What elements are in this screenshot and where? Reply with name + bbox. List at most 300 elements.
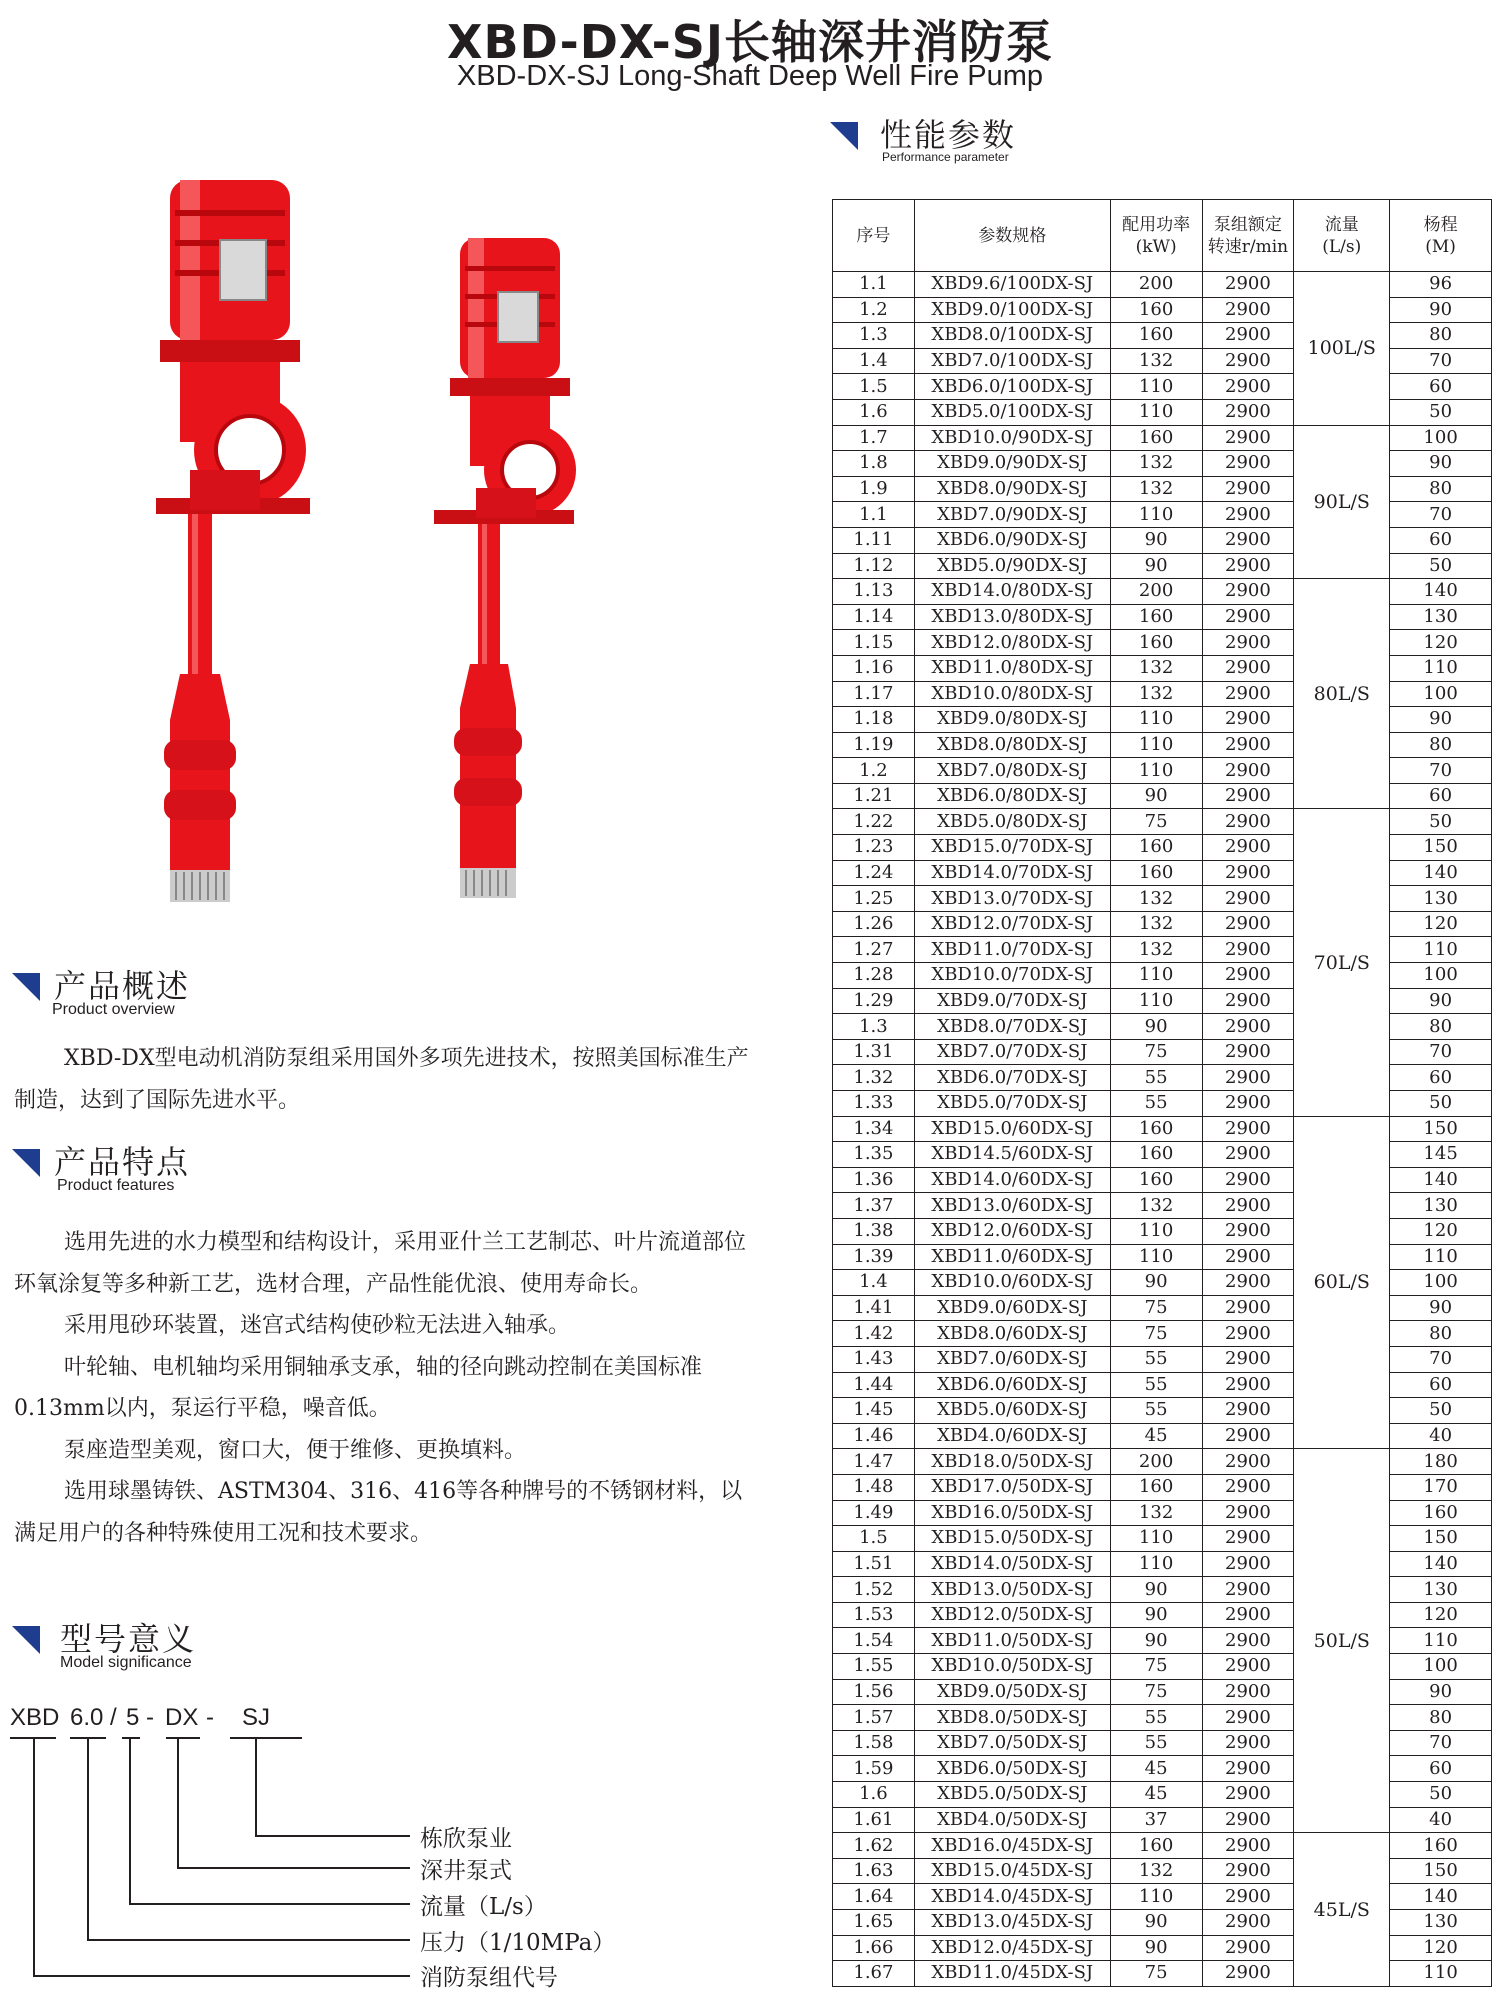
cell-model: XBD7.0/90DX-SJ [914,502,1110,528]
cell-model: XBD5.0/50DX-SJ [914,1782,1110,1808]
table-header-row [833,200,1492,272]
cell-speed: 2900 [1202,783,1294,809]
cell-speed: 2900 [1202,1961,1294,1987]
cell-power: 160 [1110,297,1202,323]
cell-speed: 2900 [1202,1065,1294,1091]
page-title: XBD-DX-SJ长轴深井消防泵 [447,15,1053,69]
cell-speed: 2900 [1202,1602,1294,1628]
cell-speed: 2900 [1202,1167,1294,1193]
cell-model: XBD8.0/100DX-SJ [914,323,1110,349]
cell-head: 130 [1390,886,1492,912]
cell-speed: 2900 [1202,886,1294,912]
cell-speed: 2900 [1202,1474,1294,1500]
cell-power: 75 [1110,1321,1202,1347]
cell-speed: 2900 [1202,1756,1294,1782]
table-row [833,297,1492,323]
cell-head: 110 [1390,1961,1492,1987]
cell-speed: 2900 [1202,911,1294,937]
cell-index: 1.31 [833,1039,915,1065]
cell-model: XBD10.0/50DX-SJ [914,1654,1110,1680]
cell-power: 110 [1110,399,1202,425]
cell-power: 110 [1110,1884,1202,1910]
cell-power: 132 [1110,476,1202,502]
table-row [833,1167,1492,1193]
cell-power: 160 [1110,1142,1202,1168]
model-heading: 型号意义 Model significance [12,1620,412,1680]
table-row [833,707,1492,733]
cell-index: 1.34 [833,1116,915,1142]
cell-model: XBD15.0/60DX-SJ [914,1116,1110,1142]
cell-power: 45 [1110,1756,1202,1782]
cell-index: 1.32 [833,1065,915,1091]
legend-item-flow: 流量（L/s） [420,1894,547,1920]
cell-model: XBD13.0/50DX-SJ [914,1577,1110,1603]
cell-index: 1.24 [833,860,915,886]
cell-power: 160 [1110,604,1202,630]
table-body [833,272,1492,1987]
cell-speed: 2900 [1202,1449,1294,1475]
cell-power: 90 [1110,553,1202,579]
cell-model: XBD11.0/45DX-SJ [914,1961,1110,1987]
cell-index: 1.15 [833,630,915,656]
cell-model: XBD10.0/70DX-SJ [914,963,1110,989]
cell-head: 110 [1390,1628,1492,1654]
table-row [833,1833,1492,1859]
cell-head: 120 [1390,1218,1492,1244]
cell-head: 130 [1390,1193,1492,1219]
cell-head: 120 [1390,1935,1492,1961]
table-row [833,1116,1492,1142]
cell-head: 90 [1390,707,1492,733]
table-row [833,451,1492,477]
cell-power: 110 [1110,988,1202,1014]
legend-item-pressure: 压力（1/10MPa） [420,1930,616,1956]
cell-head: 130 [1390,1910,1492,1936]
table-row [833,1474,1492,1500]
cell-power: 200 [1110,579,1202,605]
cell-head: 100 [1390,1270,1492,1296]
cell-model: XBD8.0/50DX-SJ [914,1705,1110,1731]
cell-model: XBD6.0/70DX-SJ [914,1065,1110,1091]
table-row [833,476,1492,502]
cell-speed: 2900 [1202,323,1294,349]
cell-index: 1.22 [833,809,915,835]
cell-head: 80 [1390,1705,1492,1731]
cell-speed: 2900 [1202,681,1294,707]
cell-speed: 2900 [1202,1551,1294,1577]
table-row [833,835,1492,861]
cell-head: 160 [1390,1833,1492,1859]
cell-speed: 2900 [1202,1270,1294,1296]
overview-heading: 产品概述 Product overview [12,967,412,1027]
cell-head: 90 [1390,451,1492,477]
cell-power: 90 [1110,1628,1202,1654]
table-row [833,1449,1492,1475]
table-row [833,681,1492,707]
table-row [833,1372,1492,1398]
model-code: XBD 6.0 / 5 - DX - SJ [10,1704,271,1731]
table-row [833,502,1492,528]
cell-index: 1.33 [833,1091,915,1117]
cell-head: 70 [1390,1346,1492,1372]
cell-model: XBD11.0/70DX-SJ [914,937,1110,963]
cell-head: 140 [1390,579,1492,605]
table-row [833,1500,1492,1526]
cell-head: 150 [1390,1116,1492,1142]
cell-speed: 2900 [1202,1116,1294,1142]
table-row [833,323,1492,349]
cell-model: XBD6.0/90DX-SJ [914,527,1110,553]
cell-index: 1.3 [833,1014,915,1040]
table-row [833,860,1492,886]
cell-head: 100 [1390,681,1492,707]
cell-index: 1.14 [833,604,915,630]
cell-model: XBD6.0/80DX-SJ [914,783,1110,809]
cell-model: XBD16.0/45DX-SJ [914,1833,1110,1859]
cell-power: 132 [1110,1500,1202,1526]
cell-index: 1.42 [833,1321,915,1347]
cell-model: XBD18.0/50DX-SJ [914,1449,1110,1475]
cell-index: 1.38 [833,1218,915,1244]
cell-model: XBD15.0/45DX-SJ [914,1858,1110,1884]
cell-head: 100 [1390,1654,1492,1680]
cell-head: 170 [1390,1474,1492,1500]
cell-model: XBD12.0/70DX-SJ [914,911,1110,937]
cell-index: 1.56 [833,1679,915,1705]
cell-speed: 2900 [1202,1884,1294,1910]
cell-speed: 2900 [1202,809,1294,835]
cell-index: 1.48 [833,1474,915,1500]
cell-index: 1.37 [833,1193,915,1219]
cell-index: 1.61 [833,1807,915,1833]
table-row [833,1142,1492,1168]
cell-speed: 2900 [1202,1372,1294,1398]
cell-index: 1.44 [833,1372,915,1398]
cell-index: 1.57 [833,1705,915,1731]
table-row [833,1782,1492,1808]
cell-index: 1.18 [833,707,915,733]
table-row [833,348,1492,374]
cell-speed: 2900 [1202,1705,1294,1731]
cell-speed: 2900 [1202,1091,1294,1117]
column-header: 参数规格 [914,200,1110,272]
cell-speed: 2900 [1202,1193,1294,1219]
cell-flow: 50L/S [1294,1449,1390,1833]
cell-speed: 2900 [1202,1346,1294,1372]
cell-index: 1.39 [833,1244,915,1270]
cell-head: 90 [1390,297,1492,323]
cell-head: 140 [1390,1551,1492,1577]
cell-power: 110 [1110,1218,1202,1244]
cell-power: 90 [1110,1014,1202,1040]
cell-power: 75 [1110,1654,1202,1680]
table-row [833,655,1492,681]
performance-table [832,199,1492,1987]
cell-power: 132 [1110,655,1202,681]
cell-head: 50 [1390,1782,1492,1808]
table-row [833,1526,1492,1552]
cell-head: 150 [1390,1526,1492,1552]
cell-speed: 2900 [1202,604,1294,630]
cell-power: 55 [1110,1705,1202,1731]
table-row [833,1756,1492,1782]
cell-index: 1.59 [833,1756,915,1782]
cell-index: 1.29 [833,988,915,1014]
cell-power: 55 [1110,1372,1202,1398]
cell-index: 1.11 [833,527,915,553]
cell-model: XBD14.0/80DX-SJ [914,579,1110,605]
table-row [833,1628,1492,1654]
cell-head: 90 [1390,1295,1492,1321]
column-header: 配用功率 (kW) [1110,200,1202,272]
cell-model: XBD10.0/80DX-SJ [914,681,1110,707]
cell-head: 50 [1390,1091,1492,1117]
table-row [833,1577,1492,1603]
cell-model: XBD8.0/80DX-SJ [914,732,1110,758]
table-row [833,1679,1492,1705]
cell-index: 1.4 [833,348,915,374]
cell-speed: 2900 [1202,1321,1294,1347]
cell-head: 140 [1390,1884,1492,1910]
cell-model: XBD5.0/90DX-SJ [914,553,1110,579]
table-row [833,1705,1492,1731]
cell-head: 40 [1390,1423,1492,1449]
cell-model: XBD14.5/60DX-SJ [914,1142,1110,1168]
table-row [833,399,1492,425]
triangle-icon [12,973,40,1001]
cell-head: 120 [1390,911,1492,937]
cell-index: 1.3 [833,323,915,349]
cell-power: 132 [1110,681,1202,707]
cell-index: 1.1 [833,272,915,298]
cell-flow: 80L/S [1294,579,1390,809]
table-row [833,1730,1492,1756]
legend-item-code: 消防泵组代号 [420,1965,558,1991]
table-row [833,1346,1492,1372]
cell-power: 55 [1110,1398,1202,1424]
cell-speed: 2900 [1202,860,1294,886]
cell-model: XBD15.0/70DX-SJ [914,835,1110,861]
table-row [833,1091,1492,1117]
cell-speed: 2900 [1202,476,1294,502]
cell-index: 1.17 [833,681,915,707]
cell-index: 1.1 [833,502,915,528]
cell-speed: 2900 [1202,1654,1294,1680]
cell-head: 110 [1390,1244,1492,1270]
cell-index: 1.8 [833,451,915,477]
cell-power: 160 [1110,630,1202,656]
cell-model: XBD8.0/60DX-SJ [914,1321,1110,1347]
cell-index: 1.35 [833,1142,915,1168]
cell-index: 1.12 [833,553,915,579]
cell-power: 55 [1110,1730,1202,1756]
cell-head: 60 [1390,527,1492,553]
cell-model: XBD13.0/45DX-SJ [914,1910,1110,1936]
cell-speed: 2900 [1202,758,1294,784]
cell-index: 1.54 [833,1628,915,1654]
cell-speed: 2900 [1202,1910,1294,1936]
cell-head: 40 [1390,1807,1492,1833]
cell-index: 1.63 [833,1858,915,1884]
cell-speed: 2900 [1202,1730,1294,1756]
cell-speed: 2900 [1202,272,1294,298]
cell-head: 110 [1390,937,1492,963]
cell-power: 160 [1110,835,1202,861]
cell-head: 90 [1390,1679,1492,1705]
cell-power: 37 [1110,1807,1202,1833]
table-row [833,1602,1492,1628]
cell-index: 1.2 [833,758,915,784]
table-row [833,732,1492,758]
cell-index: 1.13 [833,579,915,605]
cell-speed: 2900 [1202,1218,1294,1244]
table-row [833,1910,1492,1936]
cell-power: 110 [1110,707,1202,733]
cell-index: 1.16 [833,655,915,681]
cell-head: 80 [1390,1014,1492,1040]
cell-power: 110 [1110,502,1202,528]
cell-model: XBD15.0/50DX-SJ [914,1526,1110,1552]
cell-power: 90 [1110,1577,1202,1603]
cell-power: 55 [1110,1065,1202,1091]
cell-head: 50 [1390,1398,1492,1424]
cell-index: 1.5 [833,374,915,400]
cell-head: 70 [1390,1039,1492,1065]
cell-head: 145 [1390,1142,1492,1168]
overview-text: XBD-DX型电动机消防泵组采用国外多项先进技术，按照美国标准生产制造，达到了国际先进水平。 [14,1046,749,1113]
table-row [833,886,1492,912]
cell-model: XBD12.0/50DX-SJ [914,1602,1110,1628]
cell-speed: 2900 [1202,1679,1294,1705]
cell-head: 140 [1390,1167,1492,1193]
cell-power: 75 [1110,809,1202,835]
cell-power: 200 [1110,1449,1202,1475]
table-row [833,1321,1492,1347]
cell-index: 1.23 [833,835,915,861]
cell-index: 1.51 [833,1551,915,1577]
cell-power: 110 [1110,758,1202,784]
cell-model: XBD11.0/50DX-SJ [914,1628,1110,1654]
cell-index: 1.25 [833,886,915,912]
cell-power: 160 [1110,425,1202,451]
features-text: 选用先进的水力模型和结构设计，采用亚什兰工艺制芯、叶片流道部位环氧涂复等多种新工艺，选材合理，产品性能优浪、使用寿命长。 采用甩砂环装置，迷宫式结构使砂粒无法进入轴承。 叶轮轴、电机轴均采用铜轴承支承，轴的径向跳动控制在美国标准0.13mm以内，泵运行平稳，噪音低。 泵座造型美观，窗口大，便于维修、更换填料。 选用球墨铸铁、ASTM304、316、416等各种牌号的不锈钢材料，以满足用户的各种特殊使用工况和技术要求。 [14,1230,747,1546]
table-row [833,527,1492,553]
cell-head: 50 [1390,399,1492,425]
cell-power: 55 [1110,1091,1202,1117]
table-row [833,1039,1492,1065]
cell-model: XBD13.0/60DX-SJ [914,1193,1110,1219]
cell-power: 75 [1110,1679,1202,1705]
cell-flow: 90L/S [1294,425,1390,579]
cell-power: 132 [1110,886,1202,912]
cell-power: 132 [1110,451,1202,477]
cell-speed: 2900 [1202,1577,1294,1603]
cell-index: 1.65 [833,1910,915,1936]
cell-index: 1.45 [833,1398,915,1424]
cell-power: 132 [1110,911,1202,937]
legend-item-type: 深井泵式 [420,1858,512,1884]
pump-image-right [420,238,590,928]
cell-head: 70 [1390,348,1492,374]
table-row [833,1884,1492,1910]
cell-speed: 2900 [1202,1935,1294,1961]
triangle-icon [12,1626,40,1654]
cell-model: XBD5.0/80DX-SJ [914,809,1110,835]
cell-index: 1.6 [833,399,915,425]
table-row [833,1398,1492,1424]
cell-power: 55 [1110,1346,1202,1372]
table-row [833,783,1492,809]
cell-index: 1.52 [833,1577,915,1603]
cell-model: XBD7.0/100DX-SJ [914,348,1110,374]
cell-head: 60 [1390,783,1492,809]
table-row [833,579,1492,605]
cell-power: 90 [1110,1602,1202,1628]
cell-speed: 2900 [1202,348,1294,374]
column-header: 流量 (L/s) [1294,200,1390,272]
cell-power: 75 [1110,1961,1202,1987]
cell-speed: 2900 [1202,630,1294,656]
cell-speed: 2900 [1202,579,1294,605]
cell-speed: 2900 [1202,988,1294,1014]
table-row [833,1423,1492,1449]
cell-speed: 2900 [1202,963,1294,989]
cell-speed: 2900 [1202,835,1294,861]
table-row [833,553,1492,579]
cell-power: 110 [1110,1551,1202,1577]
cell-head: 100 [1390,963,1492,989]
cell-model: XBD13.0/80DX-SJ [914,604,1110,630]
legend-item-brand: 栋欣泵业 [420,1826,512,1852]
cell-index: 1.43 [833,1346,915,1372]
cell-head: 180 [1390,1449,1492,1475]
cell-power: 160 [1110,323,1202,349]
cell-power: 110 [1110,963,1202,989]
cell-head: 50 [1390,809,1492,835]
cell-index: 1.4 [833,1270,915,1296]
cell-model: XBD5.0/100DX-SJ [914,399,1110,425]
table-row [833,1244,1492,1270]
cell-head: 130 [1390,604,1492,630]
triangle-icon [12,1149,40,1177]
cell-power: 110 [1110,1526,1202,1552]
column-header: 泵组额定 转速r/min [1202,200,1294,272]
table-row [833,911,1492,937]
table-row [833,1551,1492,1577]
cell-model: XBD9.0/100DX-SJ [914,297,1110,323]
cell-model: XBD7.0/70DX-SJ [914,1039,1110,1065]
cell-power: 160 [1110,1167,1202,1193]
cell-head: 120 [1390,1602,1492,1628]
table-row [833,1270,1492,1296]
cell-index: 1.9 [833,476,915,502]
cell-power: 132 [1110,1858,1202,1884]
cell-index: 1.49 [833,1500,915,1526]
table-row [833,758,1492,784]
table-row [833,988,1492,1014]
table-row [833,1935,1492,1961]
cell-flow: 100L/S [1294,272,1390,426]
cell-power: 110 [1110,374,1202,400]
cell-speed: 2900 [1202,1858,1294,1884]
cell-head: 90 [1390,988,1492,1014]
cell-head: 96 [1390,272,1492,298]
cell-head: 130 [1390,1577,1492,1603]
cell-head: 80 [1390,476,1492,502]
cell-index: 1.64 [833,1884,915,1910]
cell-model: XBD7.0/50DX-SJ [914,1730,1110,1756]
cell-power: 90 [1110,783,1202,809]
